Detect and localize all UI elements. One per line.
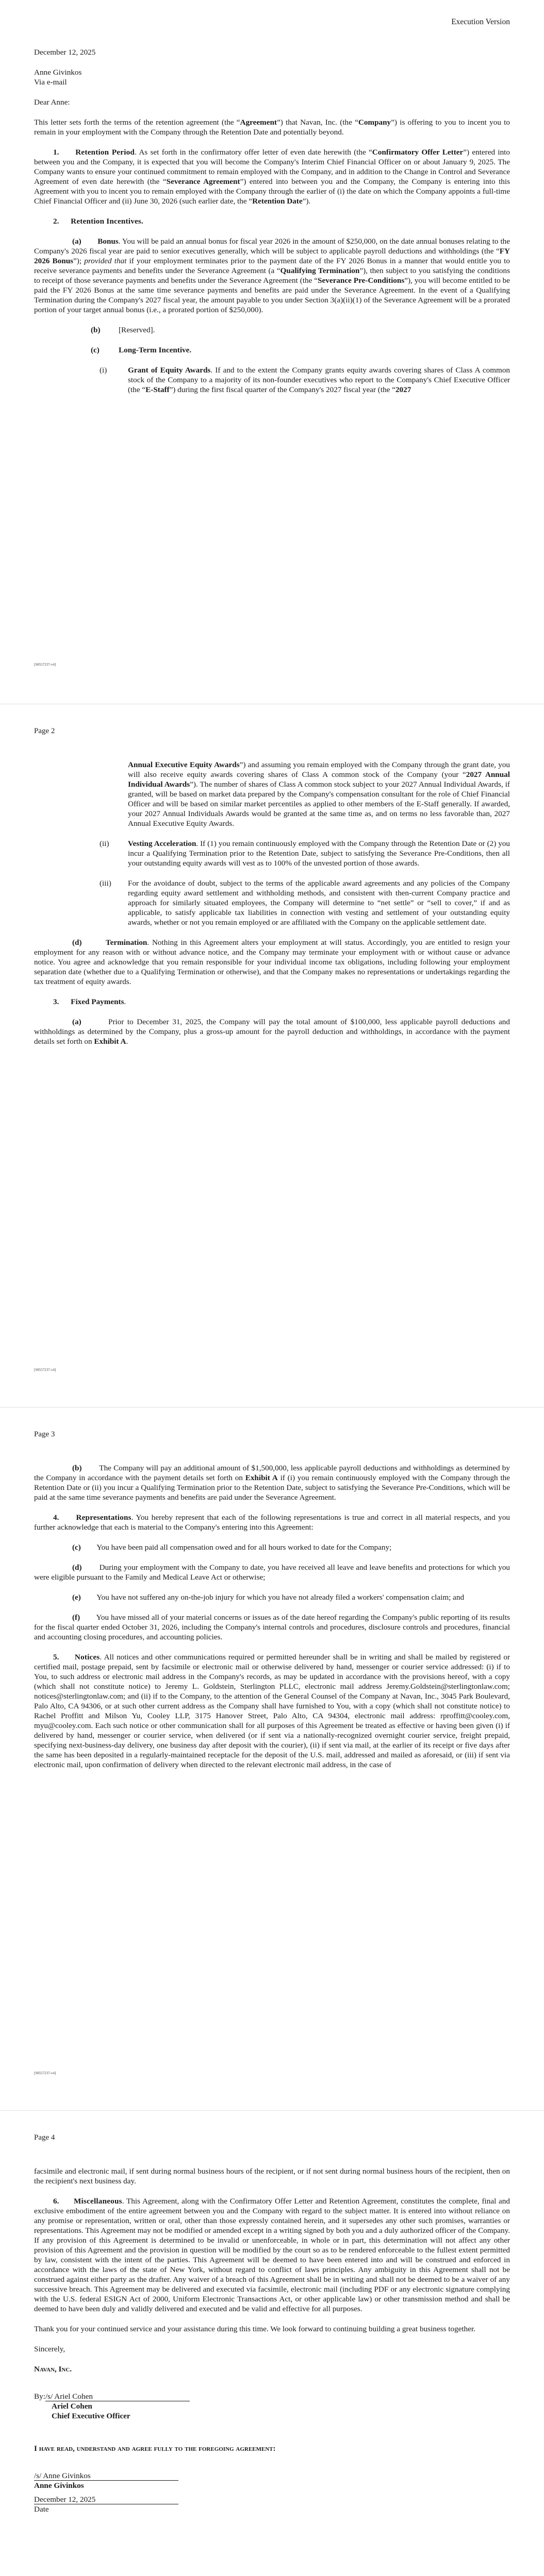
salutation: Dear Anne: [34, 98, 70, 107]
company-signature: /s/ Ariel Cohen [45, 2392, 190, 2401]
execution-version-label: Execution Version [451, 18, 510, 26]
section-5-notices: 5. Notices. All notices and other communications required or permitted hereunder shall be in writing and shall be mailed by registered or certified mail, postage prepaid, sent by facsimile or electronic mail or otherwise delivered by hand, messenger or courier service addressed: (i) if to You, to such address or electronic mail address in the Company's records, as may be updated in accordance with the provisions hereof, with a copy (which shall not constitute notice) to Jeremy L. Goldstein, Sterlington PLLC, electronic mail address Jeremy.Goldstein@sterlingtonlaw.com; notices@sterlingtonlaw.com; and (ii) if to the Company, to the attention of the General Counsel of the Company at Navan, Inc., 3045 Park Boulevard, Palo Alto, CA 94306, or at such other current address as the Company shall have furnished to You, with a copy (which shall not constitute notice) to Rachel Proffitt and Milson Yu, Cooley LLP, 3175 Hanover Street, Palo Alto, CA 94304, electronic mail address: rproffitt@cooley.com, myu@cooley.com. Each such notice or other communication shall for all purposes of this Agreement be treated as effective or having been given (i) if delivered by hand, messenger or courier service, when delivered (or if sent via a nationally-recognized overnight courier service, freight prepaid, specifying next-business-day delivery, one business day after deposit with the courier), (ii) if sent via mail, at the earlier of its receipt or five days after the same has been deposited in a regularly-maintained receptacle for the deposit of the U.S. mail, addressed and mailed as aforesaid, or (iii) if sent via electronic mail, upon confirmation of delivery when directed to the relevant electronic mail address, in the case of [34, 1653, 510, 1769]
rep-c: (c) You have been paid all compensation owed and for all hours worked to date for the Company; [72, 1543, 392, 1552]
page-1-content [34, 47, 510, 395]
employee-date: December 12, 2025 [34, 2495, 178, 2504]
company-name: Navan, Inc. [34, 2365, 72, 2374]
page-number: Page 4 [34, 2133, 55, 2142]
page-3-content [34, 1463, 510, 1770]
page-divider [0, 2110, 544, 2111]
intro-paragraph: This letter sets forth the terms of the retention agreement (the “Agreement”) that Navan, Inc. (the “Company”) is offering to you to incent you to remain in your employment with the Company through the Retention Date and potentially beyond. [34, 118, 510, 137]
rep-e: (e) You have not suffered any on-the-job injury for which you have not already filed a workers' compensation claim; and [72, 1593, 465, 1602]
company-signature-line: By:/s/ Ariel Cohen [34, 2392, 510, 2401]
delivery-method: Via e-mail [34, 78, 67, 87]
page-number: Page 3 [34, 1430, 55, 1438]
section-6-miscellaneous: 6. Miscellaneous. This Agreement, along with the Confirmatory Offer Letter and Retention Agreement, constitutes the complete, final and exclusive embodiment of the entire agreement between you and the Company with regard to the subject matter. It is entered into without reliance on any promise or representation, written or oral, other than those expressly contained herein, and it supersedes any other such promises, warranties or representations. This Agreement may not be modified or amended except in a writing signed by both you and a duly authorized officer of the Company. If any provision of this Agreement is determined to be invalid or unenforceable, in whole or in part, this determination will not affect any other provision of this Agreement and the provision in question will be modified by the court so as to be rendered enforceable to the fullest extent permitted by law, consistent with the intent of the parties. This Agreement will be deemed to have been entered into and will be construed and enforced in accordance with the laws of the state of New York, without regard to conflict of laws principles. Any ambiguity in this Agreement shall not be construed against either party as the drafter. Any waiver of a breach of this Agreement shall be in writing and shall not be deemed to be a waiver of any successive breach. This Agreement may be delivered and executed via facsimile, electronic mail (including PDF or any electronic signature complying with the U.S. federal ESIGN Act of 2000, Uniform Electronic Transactions Act, or other applicable law) or other transmission method and shall be deemed to have been duly and validly delivered and executed and be valid and effective for all purposes. [34, 2197, 510, 2313]
section-3-heading: 3. Fixed Payments. [53, 997, 126, 1006]
employee-date-line [34, 2495, 510, 2504]
section-3b-payment: (b) The Company will pay an additional amount of $1,500,000, less applicable payroll deductions and withholdings as determined by the Company in accordance with the payment details set forth on Exhibit A if (i) you remain continuously employed with the Company through the Retention Date or (ii) you incur a Qualifying Termination prior to the Retention Date, subject to satisfying the Severance Pre-Conditions, which will be paid at the same time severance payments and benefits are paid under the Severance Agreement. [34, 1464, 510, 1502]
page-divider [0, 1407, 544, 1408]
page-4-content [34, 2166, 510, 2514]
section-4-representations: 4. Representations. You hereby represent that each of the following representations is true and correct in all material respects, and you further acknowledge that each is material to the Company's entering into this Agreement: [34, 1513, 510, 1532]
page-1 [0, 0, 544, 703]
date-label: Date [34, 2505, 49, 2514]
section-2-heading: 2. Retention Incentives. [53, 217, 144, 226]
section-2a-bonus: (a) Bonus. You will be paid an annual bonus for fiscal year 2026 in the amount of $250,000, on the date annual bonuses relating to the Company's 2026 fiscal year are paid to senior executives generally, which will be subject to applicable payroll deductions and withholdings (the “FY 2026 Bonus”); provided that if your employment terminates prior to the payment date of the FY 2026 Bonus in a manner that would entitle you to receive severance payments and benefits under the Severance Agreement (a “Qualifying Termination”), then subject to you satisfying the conditions to receipt of those severance payments and benefits under the Severance Agreement (the “Severance Pre-Conditions”), you will become entitled to be paid the FY 2026 Bonus at the same time severance payments and benefits are paid under the Severance Agreement. In the event of a Qualifying Termination during the Company's 2027 fiscal year, the amount payable to you under Section 3(a)(ii)(1) of the Severance Agreement will be a prorated portion of your target annual bonus (i.e., a prorated portion of $250,000). [34, 237, 510, 314]
document-id: [S8557237-v4] [34, 1368, 56, 1372]
rep-d: (d) During your employment with the Company to date, you have received all leave and leave benefits and protections for which you were eligible pursuant to the Family and Medical Leave Act or otherwise; [34, 1563, 510, 1582]
letter-date: December 12, 2025 [34, 48, 96, 57]
page-3 [0, 1406, 544, 2110]
closing-thanks: Thank you for your continued service and your assistance during this time. We look forward to continuing building a great business together. [34, 2325, 475, 2333]
section-2c-ii-vesting: (ii) Vesting Acceleration. If (1) you remain continuously employed with the Company through the Retention Date or (2) you incur a Qualifying Termination prior to the Retention Date, subject to satisfying the Severance Pre-Conditions, then all your outstanding equity awards will vest as to 100% of the unvested portion of those awards. [100, 839, 510, 868]
section-2c-heading: (c) Long-Term Incentive. [91, 346, 192, 354]
acknowledgement-heading: I have read, understand and agree fully to the foregoing agreement: [34, 2444, 276, 2453]
rep-f: (f) You have missed all of your material concerns or issues as of the date hereof regarding the Company's public reporting of its results for the fiscal quarter ended October 31, 2026, including the Company's internal controls and procedures, disclosure controls and procedures, financial and accounting closing procedures, and accounting policies. [34, 1613, 510, 1641]
page-2-content [34, 760, 510, 1046]
addressee-name: Anne Givinkos [34, 68, 82, 77]
employee-name: Anne Givinkos [34, 2481, 84, 2490]
page-2 [0, 703, 544, 1406]
section-2b-reserved: (b) [Reserved]. [91, 326, 155, 334]
page-4 [0, 2110, 544, 2576]
closing-sincerely: Sincerely, [34, 2345, 65, 2353]
section-3a-payment: (a) Prior to December 31, 2025, the Company will pay the total amount of $100,000, less applicable payroll deductions and withholdings as determined by the Company, plus a gross-up amount for the payroll deduction and withholdings, in accordance with the payment details set forth on Exhibit A. [34, 1018, 510, 1046]
section-5-continued: facsimile and electronic mail, if sent during normal business hours of the recipient, or if not sent during normal business hours of the recipient, then on the recipient's next business day. [34, 2167, 510, 2185]
document-id: [S8557237-v4] [34, 2071, 56, 2075]
document-id: [S8557237-v4] [34, 663, 56, 667]
signer-title: Chief Executive Officer [52, 2412, 130, 2420]
employee-signature: /s/ Anne Givinkos [34, 2471, 178, 2481]
section-2c-i-grant: (i) Grant of Equity Awards. If and to the extent the Company grants equity awards covering shares of Class A common stock of the Company to a majority of its non-founder executives who report to the Company's Chief Executive Officer (the “E-Staff”) during the first fiscal quarter of the Company's 2027 fiscal year (the “2027 [100, 366, 510, 394]
employee-signature-line [34, 2471, 510, 2481]
section-2c-iii-settlement: (iii) For the avoidance of doubt, subject to the terms of the applicable award agreements and any policies of the Company regarding equity award settlement and withholding methods, and consistent with then-current Company practice and approach for similarly situated employees, the Company will determine to “net settle” or “sell to cover,” if and as applicable, to satisfy applicable tax liabilities in connection with vesting and settlement of your outstanding equity awards, whether or not you remain employed or are affiliated with the Company on the applicable settlement date. [100, 879, 510, 927]
section-2d-termination: (d) Termination. Nothing in this Agreement alters your employment at will status. Accordingly, you are entitled to resign your employment for any reason with or without advance notice, and the Company may terminate your employment with or without cause or advance notice. You agree and acknowledge that you remain responsible for your individual income tax obligations, including following your employment separation date (whether due to a Qualifying Termination or otherwise), and that the Company makes no representations or undertakings regarding the tax treatment of equity awards. [34, 938, 510, 986]
section-1-retention-period: 1. Retention Period. As set forth in the confirmatory offer letter of even date herewith (the “Confirmatory Offer Letter”) entered into between you and the Company, it is expected that you will become the Company's Interim Chief Financial Officer on or about January 9, 2025. The Company wants to ensure your continued commitment to remain employed with the Company, and in addition to the Change in Control and Severance Agreement of even date herewith (the “Severance Agreement”) entered into between you and the Company, the Company is entering into this Agreement with you to incent you to remain employed with the Company through the earlier of (i) the date on which the Company appoints a full-time Chief Financial Officer and (ii) June 30, 2026 (such earlier date, the “Retention Date”). [34, 148, 510, 206]
section-2c-i-continued: Annual Executive Equity Awards”) and assuming you remain employed with the Company through the grant date, you will also receive equity awards covering shares of Class A common stock of the Company (your “2027 Annual Individual Awards”). The number of shares of Class A common stock subject to your 2027 Annual Individual Awards, if granted, will be based on market data prepared by the Company's compensation consultant for the role of Chief Financial Officer and will be based on similar market percentiles as applied to other members of the E-Staff generally. If awarded, your 2027 Annual Individuals Awards would be granted at the same time as, and on terms no less favorable than, 2027 Annual Executive Equity Awards. [128, 760, 510, 828]
signer-name: Ariel Cohen [52, 2402, 92, 2411]
page-number: Page 2 [34, 727, 55, 735]
